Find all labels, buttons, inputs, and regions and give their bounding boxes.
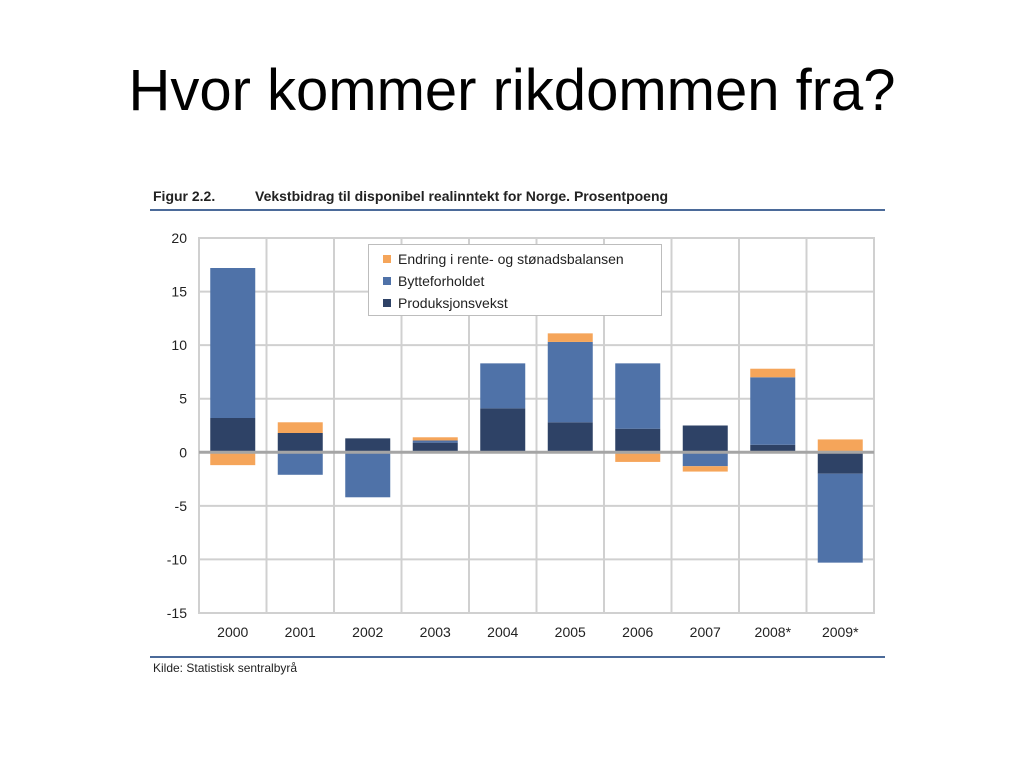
bar-segment bbox=[413, 437, 458, 440]
bar-segment bbox=[548, 342, 593, 422]
x-tick-label: 2002 bbox=[352, 624, 384, 640]
slide-title: Hvor kommer rikdommen fra? bbox=[128, 58, 896, 123]
bar-segment bbox=[750, 377, 795, 445]
legend-swatch-produksjon bbox=[383, 299, 391, 307]
x-tick-label: 2008* bbox=[754, 624, 792, 640]
bar-segment bbox=[615, 429, 660, 453]
bar-segment bbox=[683, 452, 728, 466]
legend-label-rente: Endring i rente- og stønadsbalansen bbox=[398, 251, 624, 267]
bar-segment bbox=[480, 363, 525, 408]
bar-segment bbox=[210, 418, 255, 452]
y-tick-label: -5 bbox=[174, 497, 187, 514]
bar-segment bbox=[278, 452, 323, 475]
bar-segment bbox=[615, 363, 660, 428]
y-tick-label: 15 bbox=[171, 283, 187, 300]
x-tick-label: 2004 bbox=[487, 624, 519, 640]
bar-segment bbox=[818, 474, 863, 563]
bar-segment bbox=[818, 452, 863, 473]
x-tick-label: 2005 bbox=[554, 624, 586, 640]
bar-segment bbox=[210, 268, 255, 418]
bottom-rule bbox=[150, 656, 885, 658]
figure-source: Kilde: Statistisk sentralbyrå bbox=[153, 661, 298, 675]
x-tick-label: 2003 bbox=[419, 624, 451, 640]
legend-label-bytte: Bytteforholdet bbox=[398, 273, 485, 289]
bar-segment bbox=[548, 422, 593, 452]
x-tick-label: 2007 bbox=[689, 624, 721, 640]
bar-segment bbox=[818, 439, 863, 452]
chart-legend bbox=[368, 244, 662, 316]
legend-item-bytte bbox=[383, 272, 484, 290]
bar-segment bbox=[413, 441, 458, 443]
bar-segment bbox=[750, 369, 795, 378]
y-tick-label: 10 bbox=[171, 337, 187, 354]
bar-segment bbox=[345, 438, 390, 452]
y-tick-label: 0 bbox=[179, 444, 187, 461]
legend-swatch-bytte bbox=[383, 277, 391, 285]
figure-caption: Vekstbidrag til disponibel realinntekt for Norge. Prosentpoeng bbox=[255, 188, 669, 204]
x-tick-label: 2006 bbox=[622, 624, 654, 640]
bar-segment bbox=[278, 433, 323, 452]
legend-label-produksjon: Produksjonsvekst bbox=[398, 295, 508, 311]
y-tick-label: 5 bbox=[179, 390, 187, 407]
y-tick-label: 20 bbox=[171, 230, 187, 246]
bar-segment bbox=[210, 452, 255, 465]
figure-number: Figur 2.2. bbox=[153, 188, 216, 204]
bar-segment bbox=[345, 452, 390, 497]
y-tick-label: -10 bbox=[166, 551, 187, 568]
bar-segment bbox=[683, 426, 728, 453]
x-tick-label: 2009* bbox=[821, 624, 859, 640]
legend-swatch-rente bbox=[383, 255, 391, 263]
x-tick-label: 2001 bbox=[284, 624, 316, 640]
legend-item-produksjon bbox=[383, 294, 508, 312]
bar-segment bbox=[278, 422, 323, 433]
bar-segment bbox=[548, 333, 593, 342]
y-tick-label: -15 bbox=[166, 605, 187, 621]
legend-item-rente bbox=[383, 250, 624, 268]
bar-segment bbox=[480, 408, 525, 452]
bar-segment bbox=[683, 466, 728, 471]
x-tick-label: 2000 bbox=[217, 624, 249, 640]
